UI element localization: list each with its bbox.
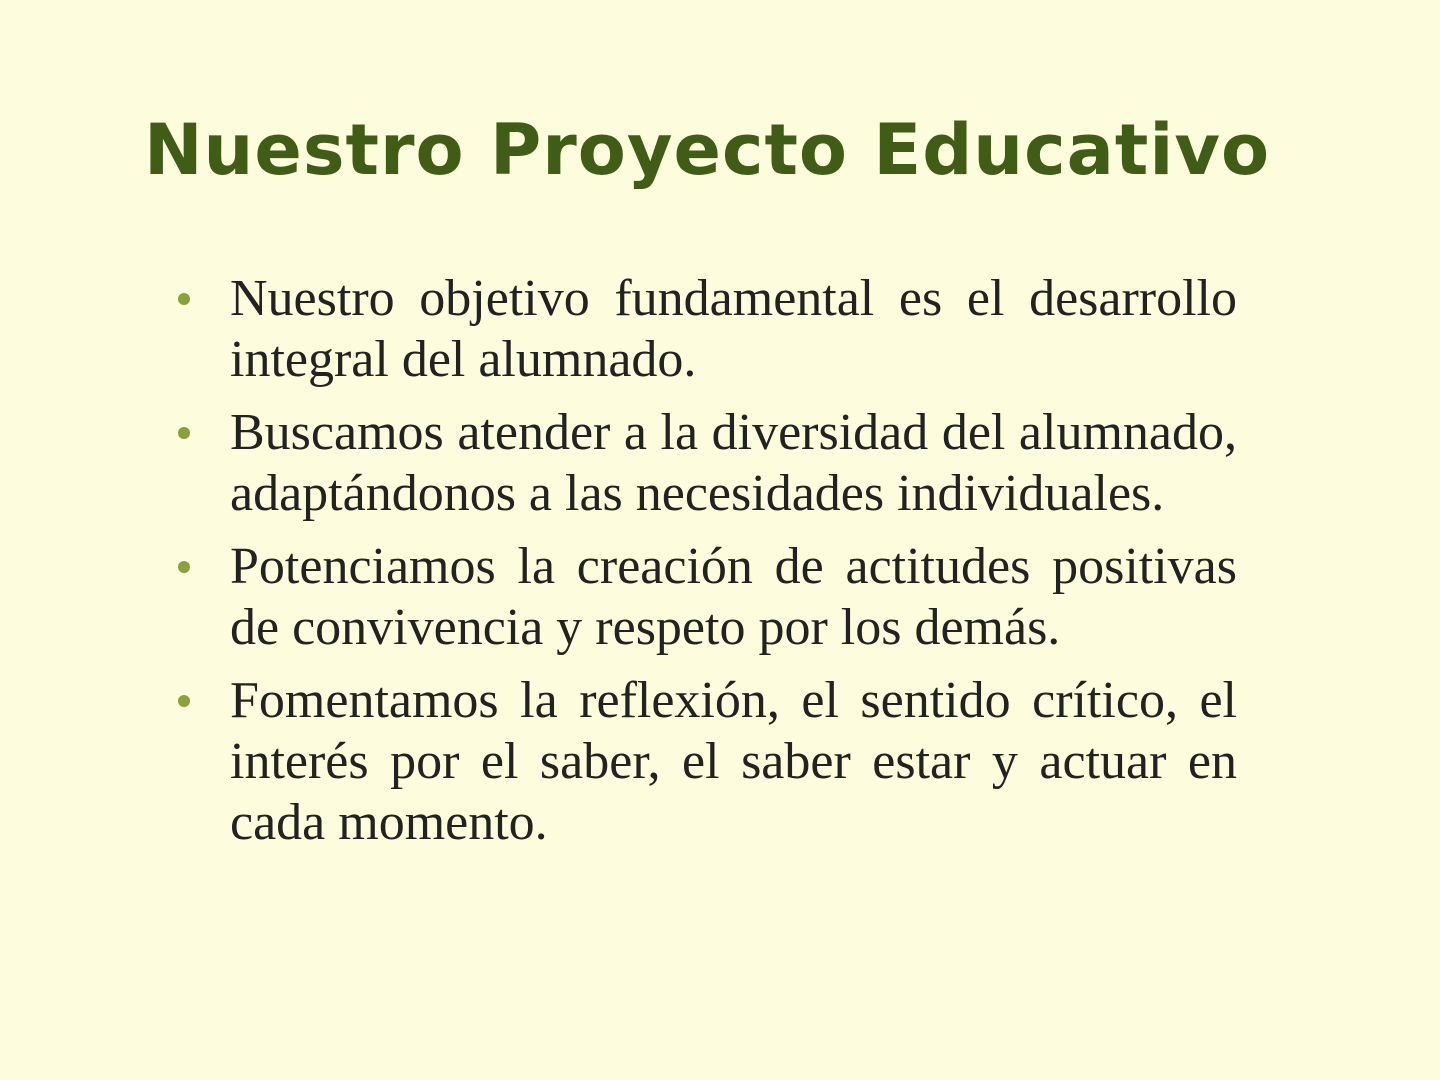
- bullet-dot-icon: [178, 561, 190, 573]
- bullet-text: Potenciamos la creación de actitudes positivas de convivencia y respeto por los demás.: [230, 538, 1237, 656]
- bullet-dot-icon: [178, 293, 190, 305]
- bullet-item: [172, 268, 1237, 390]
- bullet-text: Buscamos atender a la diversidad del alumnado, adaptándonos a las necesidades individuales.: [230, 404, 1237, 522]
- slide-title: Nuestro Proyecto Educativo: [143, 109, 1271, 191]
- bullet-dot-icon: [178, 695, 190, 707]
- bullet-text: Nuestro objetivo fundamental es el desarrollo integral del alumnado.: [230, 270, 1237, 388]
- bullet-item: [172, 536, 1237, 658]
- bullet-text: Fomentamos la reflexión, el sentido crítico, el interés por el saber, el saber estar y actuar en cada momento.: [230, 672, 1237, 851]
- bullet-dot-icon: [178, 427, 190, 439]
- bullet-list: [172, 268, 1237, 865]
- bullet-item: [172, 670, 1237, 853]
- bullet-item: [172, 402, 1237, 524]
